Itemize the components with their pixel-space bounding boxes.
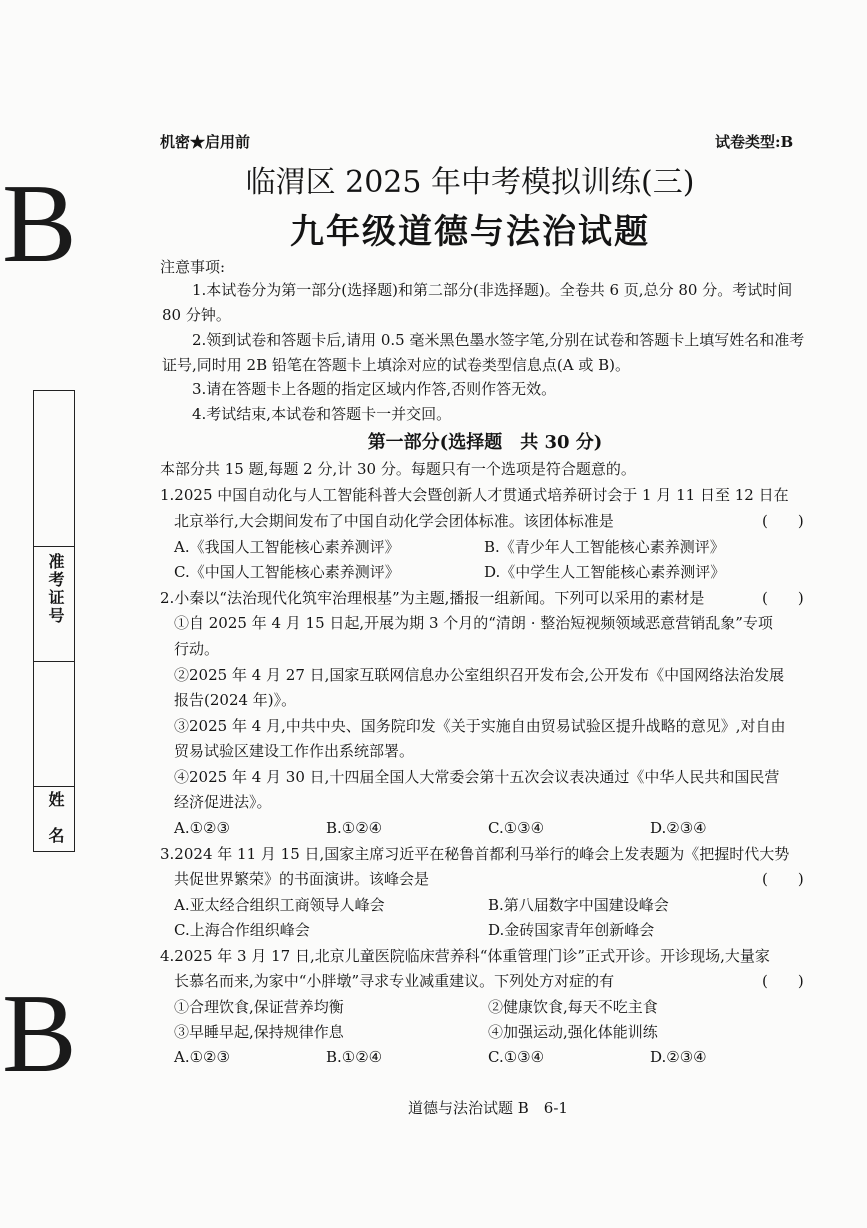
question-3-text: 3.2024 年 11 月 15 日,国家主席习近平在秘鲁首都利马举行的峰会上发表题为《把握时代大势 bbox=[160, 845, 790, 863]
binding-divider bbox=[34, 661, 74, 662]
material-item: 经济促进法》。 bbox=[174, 793, 272, 811]
option-a: A.《我国人工智能核心素养测评》 bbox=[174, 538, 400, 556]
binding-divider bbox=[34, 786, 74, 787]
note-item: 1.本试卷分为第一部分(选择题)和第二部分(非选择题)。全卷共 6 页,总分 80 分。考试时间 80 分钟。 bbox=[162, 281, 793, 324]
question-4-text: 4.2025 年 3 月 17 日,北京儿童医院临床营养科“体重管理门诊”正式开诊。开诊现场,大量家 bbox=[160, 947, 770, 965]
notes-heading: 注意事项: bbox=[160, 258, 226, 276]
material-item: ③2025 年 4 月,中共中央、国务院印发《关于实施自由贸易试验区提升战略的意见》,对自由 bbox=[174, 717, 786, 735]
option-c: C.《中国人工智能核心素养测评》 bbox=[174, 563, 400, 581]
option-a: A.亚太经合组织工商领导人峰会 bbox=[174, 896, 385, 914]
answer-bracket: ( ) bbox=[762, 512, 804, 530]
material-item: 贸易试验区建设工作作出系统部署。 bbox=[174, 742, 415, 760]
question-1-text: 北京举行,大会期间发布了中国自动化学会团体标准。该团体标准是 bbox=[174, 512, 614, 530]
paper-type-big-letter-bottom: B bbox=[2, 972, 77, 1096]
paper-type-label: 试卷类型:B bbox=[715, 133, 794, 151]
prescription-item: ③早睡早起,保持规律作息 bbox=[174, 1023, 344, 1041]
material-item: ①自 2025 年 4 月 15 日起,开展为期 3 个月的“清朗 · 整治短视频领域恶意营销乱象”专项 bbox=[174, 614, 773, 632]
confidential-label: 机密★启用前 bbox=[160, 133, 251, 151]
question-3-text: 共促世界繁荣》的书面演讲。该峰会是 bbox=[174, 870, 430, 888]
binding-divider bbox=[34, 546, 74, 547]
section-title: 第一部分(选择题 共 30 分) bbox=[367, 432, 603, 453]
option-d: D.金砖国家青年创新峰会 bbox=[488, 921, 655, 939]
note-item: 4.考试结束,本试卷和答题卡一并交回。 bbox=[192, 405, 452, 423]
option-b: B.第八届数字中国建设峰会 bbox=[488, 896, 669, 914]
material-item: ②2025 年 4 月 27 日,国家互联网信息办公室组织召开发布会,公开发布《中国网络法治发展 bbox=[174, 666, 785, 684]
option-a: A.①②③ bbox=[174, 1048, 230, 1066]
answer-bracket: ( ) bbox=[762, 870, 804, 888]
option-b: B.①②④ bbox=[326, 1048, 383, 1066]
prescription-item: ④加强运动,强化体能训练 bbox=[488, 1023, 658, 1041]
prescription-item: ①合理饮食,保证营养均衡 bbox=[174, 998, 344, 1016]
material-item: 报告(2024 年)》。 bbox=[174, 691, 297, 709]
note-item: 2.领到试卷和答题卡后,请用 0.5 毫米黑色墨水签字笔,分别在试卷和答题卡上填写姓名和准考证号,同时用 2B 铅笔在答题卡上填涂对应的试卷类型信息点(A 或 B)。 bbox=[162, 331, 805, 374]
note-item: 3.请在答题卡上各题的指定区域内作答,否则作答无效。 bbox=[192, 380, 557, 398]
exam-subtitle: 九年级道德与法治试题 bbox=[290, 212, 650, 252]
answer-bracket: ( ) bbox=[762, 972, 804, 990]
option-d: D.②③④ bbox=[650, 1048, 707, 1066]
option-a: A.①②③ bbox=[174, 819, 230, 837]
option-d: D.②③④ bbox=[650, 819, 707, 837]
question-1-text: 1.2025 中国自动化与人工智能科普大会暨创新人才贯通式培养研讨会于 1 月 11 日至 12 日在 bbox=[160, 486, 789, 504]
material-item: ④2025 年 4 月 30 日,十四届全国人大常委会第十五次会议表决通过《中华人民共和国民营 bbox=[174, 768, 780, 786]
question-4-text: 长慕名而来,为家中“小胖墩”寻求专业减重建议。下列处方对症的有 bbox=[174, 972, 615, 990]
question-2-text: 2.小秦以“法治现代化筑牢治理根基”为主题,播报一组新闻。下列可以采用的素材是 bbox=[160, 589, 705, 607]
option-b: B.①②④ bbox=[326, 819, 383, 837]
option-c: C.①③④ bbox=[488, 1048, 545, 1066]
material-item: 行动。 bbox=[174, 640, 220, 658]
page-footer: 道德与法治试题 B 6-1 bbox=[408, 1099, 568, 1117]
option-d: D.《中学生人工智能核心素养测评》 bbox=[484, 563, 726, 581]
section-instruction: 本部分共 15 题,每题 2 分,计 30 分。每题只有一个选项是符合题意的。 bbox=[160, 460, 636, 478]
binding-info-box bbox=[33, 390, 75, 852]
answer-bracket: ( ) bbox=[762, 589, 804, 607]
option-c: C.①③④ bbox=[488, 819, 545, 837]
option-c: C.上海合作组织峰会 bbox=[174, 921, 310, 939]
paper-type-big-letter-top: B bbox=[2, 162, 77, 286]
exam-title: 临渭区 2025 年中考模拟训练(三) bbox=[245, 165, 695, 200]
name-label: 姓 名 bbox=[46, 791, 65, 845]
exam-id-label: 准考证号 bbox=[46, 553, 65, 625]
option-b: B.《青少年人工智能核心素养测评》 bbox=[484, 538, 725, 556]
prescription-item: ②健康饮食,每天不吃主食 bbox=[488, 998, 658, 1016]
